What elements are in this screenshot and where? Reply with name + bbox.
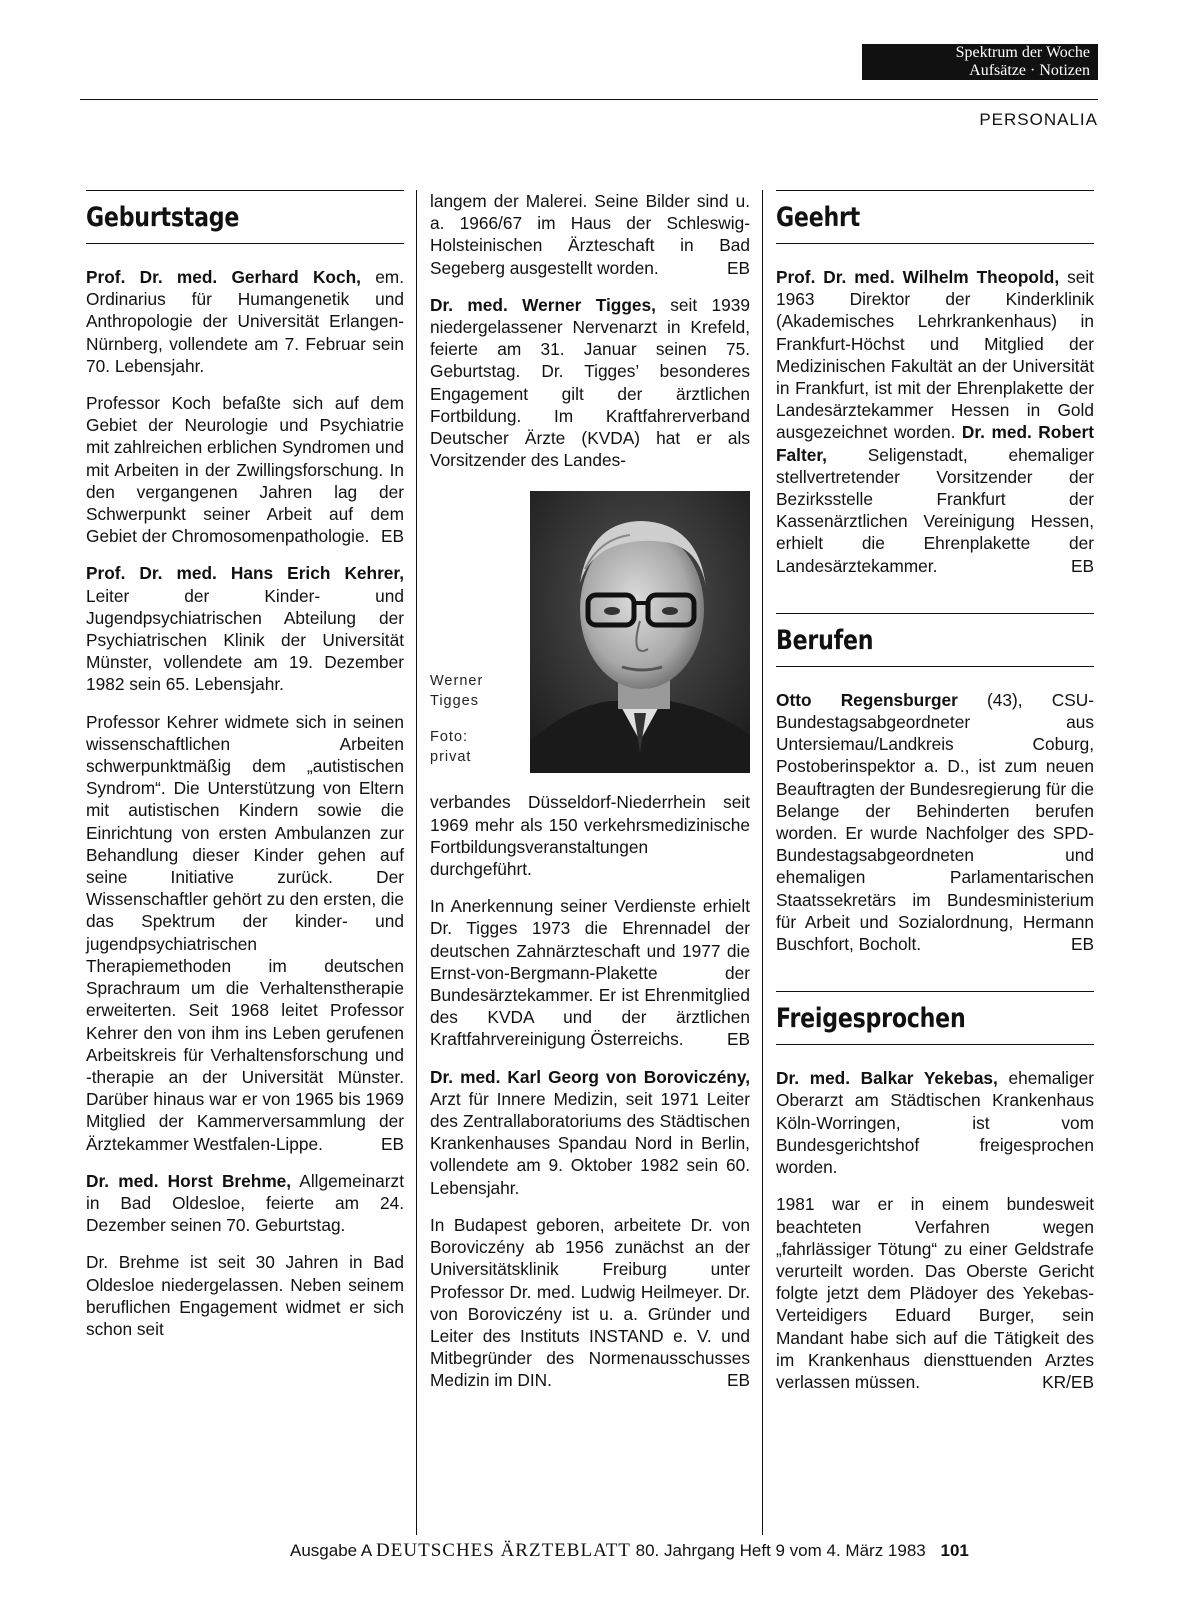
article-koch xyxy=(86,266,404,377)
caption-line: Foto: xyxy=(430,729,469,746)
footer-magazine: DEUTSCHES ÄRZTEBLATT xyxy=(376,1540,631,1561)
column-divider-1 xyxy=(416,190,417,1535)
article-text: verbandes Düsseldorf-Niederrhein seit 1969 mehr als 150 verkehrsmedizinische Fortbildungsveranstaltungen durchgeführt. xyxy=(430,792,750,880)
heading-berufen-block xyxy=(776,613,1094,667)
article-kehrer xyxy=(86,562,404,695)
author-sign: EB xyxy=(1070,555,1094,576)
article-text: In Anerkennung seiner Verdienste erhielt Dr. Tigges 1973 die Ehrennadel der deutschen Zahnärzteschaft und 1977 die Ernst-von-Bergmann-Plakette der Bundesärztekammer. Er ist Ehrenmitglied des KVDA und der ärztlichen Kraftfahrvereinigung Österreichs. xyxy=(430,896,750,1050)
article-text: Leiter der Kinder- und Jugendpsychiatrischen Abteilung der Psychiatrischen Klinik der Universität Münster, vollendete am 19. Dezember 1982 sein 65. Lebensjahr. xyxy=(86,585,404,695)
article-text: Allgemeinarzt in Bad Oldesloe, feierte am 24. Dezember seinen 70. Geburtstag. xyxy=(86,1170,404,1236)
heading-geehrt: Geehrt xyxy=(776,202,860,233)
photo-block xyxy=(430,491,750,781)
header-badge-line1: Spektrum der Woche xyxy=(955,44,1090,61)
person-name: Dr. med. Karl Georg von Boroviczény, xyxy=(430,1066,750,1087)
column-divider-2 xyxy=(762,190,763,1535)
article-tigges xyxy=(430,294,750,472)
article-text: em. Ordinarius für Humangenetik und Anthropologie der Universität Erlangen-Nürnberg, vollendete am 7. Februar sein 70. Lebensjahr. xyxy=(86,267,405,376)
article-tigges-honors xyxy=(430,895,750,1050)
article-yekebas-detail xyxy=(776,1193,1094,1393)
article-text: Professor Koch befaßte sich auf dem Gebiet der Neurologie und Psychiatrie mit zahlreichen erblichen Syndromen und mit Arbeiten in der Zwillingsforschung. In den vergangenen Jahren lag der Schwerpunkt seiner Arbeit auf dem Gebiet der Chromosomenpathologie. xyxy=(86,393,404,547)
heading-geburtstage-block xyxy=(86,190,404,244)
article-brehme-continued xyxy=(430,190,750,279)
footer-edition: Ausgabe A xyxy=(290,1541,372,1560)
article-brehme-detail xyxy=(86,1251,404,1340)
article-boroviczeny xyxy=(430,1066,750,1199)
person-name: Dr. med. Robert Falter, xyxy=(776,422,1094,465)
page-number: 101 xyxy=(940,1541,969,1560)
article-regensburger xyxy=(776,689,1094,955)
article-text: ehemaliger Oberarzt am Städtischen Krankenhaus Köln-Worringen, ist vom Bundesgerichtshof freigesprochen worden. xyxy=(776,1068,1095,1178)
column-1 xyxy=(86,190,404,1355)
person-name: Otto Regensburger xyxy=(776,689,958,710)
header-badge-line2: Aufsätze · Notizen xyxy=(969,62,1090,79)
caption-line: Werner xyxy=(430,673,484,690)
article-kehrer-detail xyxy=(86,711,404,1155)
author-sign: EB xyxy=(380,1133,404,1154)
heading-freigesprochen: Freigesprochen xyxy=(776,1003,966,1035)
photo-caption-name xyxy=(430,671,483,711)
heading-berufen: Berufen xyxy=(776,624,874,656)
article-text: Professor Kehrer widmete sich in seinen wissenschaftlichen Arbeiten schwerpunktmäßig dem „autistischen Syndrom“. Die Unterstützung von Eltern mit autistischen Kindern sowie die Einrichtung von ersten Ambulanzen zur Behandlung dieser Kinder gehen auf seine Initiative zurück. Der Wissenschaftler gehört zu den ersten, die das Spektrum der kinder- und jugendpsychiatrischen Therapiemethoden im deutschen Sprachraum um die Verhaltenstherapie erweiterten. Seit 1968 leitet Professor Kehrer den von ihm ins Leben gerufenen Arbeitskreis für Verhaltensforschung und -therapie an der Universität Münster. Darüber hinaus war er von 1965 bis 1969 Mitglied der Kammerversammlung der Ärztekammer Westfalen-Lippe. xyxy=(86,711,404,1154)
person-name: Prof. Dr. med. Wilhelm Theopold, xyxy=(776,267,1060,287)
article-text: (43), CSU-Bundestagsabgeordneter aus Untersiemau/Landkreis Coburg, Postoberinspektor a. D., ist zum neuen Beauftragten der Bundesregierung für die Belange der Behinderten berufen worden. Er wurde Nachfolger des SPD-Bundestagsabgeordneten und ehemaligen Parlamentarischen Staatssekretärs im Bundesministerium für Arbeit und Sozialordnung, Hermann Buschfort, Bocholt. xyxy=(776,689,1094,955)
article-text: seit 1963 Direktor der Kinderklinik (Akademisches Lehrkrankenhaus) in Frankfurt-Höchst und Mitglied der Medizinischen Fakultät an der Universität in Frankfurt, ist mit der Ehrenplakette der Landesärztekammer Hessen in Gold ausgezeichnet worden. xyxy=(776,267,1094,443)
heading-freigesprochen-block xyxy=(776,991,1094,1045)
article-boroviczeny-detail xyxy=(430,1214,750,1392)
column-2 xyxy=(430,190,750,1407)
portrait-image xyxy=(530,491,750,773)
heading-geehrt-block xyxy=(776,190,1094,244)
caption-line: privat xyxy=(430,749,472,766)
article-koch-detail xyxy=(86,392,404,547)
article-text: In Budapest geboren, arbeitete Dr. von Boroviczény ab 1956 zunächst an der Universitätsklinik Freiburg unter Professor Dr. med. Ludwig Heilmeyer. Dr. von Boroviczény ist u. a. Gründer und Leiter des Instituts INSTAND e. V. und Mitbegründer des Normenausschusses Medizin im DIN. xyxy=(430,1214,750,1391)
portrait-photo xyxy=(530,491,750,773)
header-rule xyxy=(80,99,1098,100)
page-footer xyxy=(290,1540,1100,1562)
person-name: Prof. Dr. med. Gerhard Koch, xyxy=(86,267,361,287)
article-theopold xyxy=(776,266,1094,577)
article-text: 1981 war er in einem bundesweit beachteten Verfahren wegen „fahrlässiger Tötung“ zu einer Geldstrafe verurteilt worden. Das Oberste Gericht folgte jetzt dem Plädoyer des Yekebas-Verteidigers Eduard Burger, sein Mandant habe sich auf die Tätigkeit des im Krankenhaus diensttuenden Arztes verlassen müssen. xyxy=(776,1194,1094,1392)
column-3 xyxy=(776,190,1094,1408)
article-text: Seligenstadt, ehemaliger stellvertretender Vorsitzender der Bezirksstelle Frankfurt der Kassenärztlichen Vereinigung Hessen, erhielt die Ehrenplakette der Landesärztekammer. xyxy=(776,444,1094,576)
article-yekebas xyxy=(776,1067,1094,1178)
author-sign: KR/EB xyxy=(1042,1371,1094,1392)
author-sign: EB xyxy=(1070,934,1094,955)
person-name: Dr. med. Horst Brehme, xyxy=(86,1170,292,1191)
article-text: langem der Malerei. Seine Bilder sind u. a. 1966/67 im Haus der Schleswig-Holsteinischen Ärzteschaft in Bad Segeberg ausgestellt worden. xyxy=(430,191,750,278)
heading-geburtstage: Geburtstage xyxy=(86,202,240,233)
footer-issue: 80. Jahrgang Heft 9 vom 4. März 1983 xyxy=(635,1541,926,1560)
article-text: Arzt für Innere Medizin, seit 1971 Leiter des Zentrallaboratoriums des Städtischen Krankenhauses Spandau Nord in Berlin, vollendete am 9. Oktober 1982 sein 60. Lebensjahr. xyxy=(430,1088,750,1198)
photo-caption-credit xyxy=(430,727,471,767)
section-label: PERSONALIA xyxy=(979,110,1098,129)
header-badge xyxy=(862,44,1098,80)
article-text: seit 1939 niedergelassener Nervenarzt in Krefeld, feierte am 31. Januar seinen 75. Geburtstag. Dr. Tigges’ besonderes Engagement gilt der ärztlichen Fortbildung. Im Kraftfahrerverband Deutscher Ärzte (KVDA) hat er als Vorsitzender des Landes- xyxy=(430,294,750,471)
author-sign: EB xyxy=(380,526,404,547)
article-brehme xyxy=(86,1170,404,1237)
caption-line: Tigges xyxy=(430,693,479,710)
article-tigges-continued xyxy=(430,791,750,880)
person-name: Prof. Dr. med. Hans Erich Kehrer, xyxy=(86,563,404,584)
person-name: Dr. med. Balkar Yekebas, xyxy=(776,1068,998,1089)
person-name: Dr. med. Werner Tigges, xyxy=(430,294,656,315)
author-sign: EB xyxy=(726,1029,750,1050)
author-sign: EB xyxy=(726,1370,750,1391)
author-sign: EB xyxy=(726,257,750,278)
article-text: Dr. Brehme ist seit 30 Jahren in Bad Oldesloe niedergelassen. Neben seinem beruflichen Engagement widmet er sich schon seit xyxy=(86,1252,404,1339)
